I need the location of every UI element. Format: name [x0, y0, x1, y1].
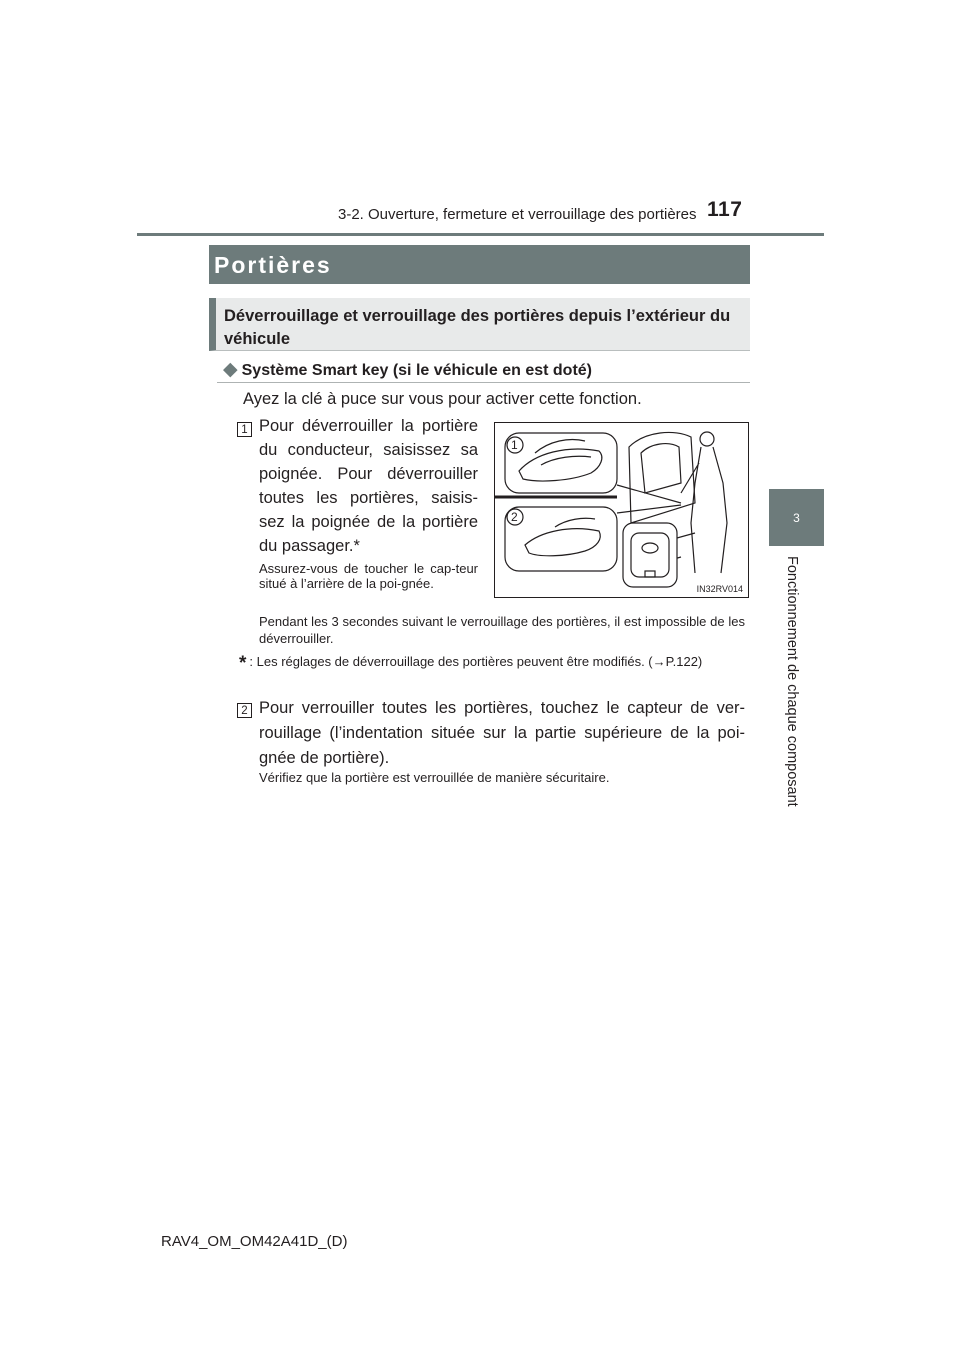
footnote-text: : Les réglages de déverrouillage des portières peuvent être modifiés. (→P.122)	[249, 654, 703, 669]
handle-bottom-shape	[525, 529, 600, 556]
step-number-2: 2	[237, 703, 252, 718]
callout-1-label: 1	[511, 438, 518, 452]
section-rule	[217, 382, 750, 383]
footer-code: RAV4_OM_OM42A41D_(D)	[161, 1233, 348, 1250]
footnote	[239, 652, 745, 673]
page-title: Portières	[214, 252, 332, 278]
callout-2-label: 2	[511, 510, 518, 524]
chapter-title: Fonctionnement de chaque composant	[784, 556, 800, 807]
intro-text: Ayez la clé à puce sur vous pour activer cette fonction.	[243, 390, 642, 408]
chapter-number: 3	[793, 510, 800, 525]
subheading: Déverrouillage et verrouillage des portières depuis l’extérieur du véhicule	[224, 307, 731, 348]
step-1-note-2: Pendant les 3 secondes suivant le verrouillage des portières, il est impossible de les déverrouiller.	[259, 614, 745, 646]
person-head	[700, 432, 714, 446]
page-number: 117	[707, 198, 743, 221]
handle-top-shape	[519, 449, 602, 481]
step-number-1: 1	[237, 422, 252, 437]
diamond-bullet-icon: ◆	[223, 359, 238, 380]
step-1-note-1: Assurez-vous de toucher le cap-teur situé à l’arrière de la poi-gnée.	[259, 561, 478, 591]
footnote-marker: *	[239, 653, 247, 674]
step-2-text: Pour verrouiller toutes les portières, touchez le capteur de ver-rouillage (l’indentation située sur la partie supérieure de la poi-gnée de portière).	[259, 699, 745, 767]
section-heading: Système Smart key (si le véhicule en est doté)	[241, 362, 592, 379]
section-heading-row	[223, 358, 592, 381]
header-section-title: 3-2. Ouverture, fermeture et verrouillage des portières	[338, 206, 697, 223]
person-body	[681, 447, 727, 573]
step-2-note-1: Vérifiez que la portière est verrouillée de manière sécuritaire.	[259, 770, 610, 785]
illustration-drawing	[495, 423, 748, 597]
header-rule	[137, 233, 824, 236]
door-handle-illustration	[494, 422, 749, 598]
car-door-outline	[629, 432, 695, 523]
step-1-text: Pour déverrouiller la portière du conducteur, saisissez sa poignée. Pour déverrouiller toutes les portières, saisis-sez la poignée de la portière du passager.*	[259, 417, 478, 555]
figure-code: IN32RV014	[696, 584, 743, 594]
